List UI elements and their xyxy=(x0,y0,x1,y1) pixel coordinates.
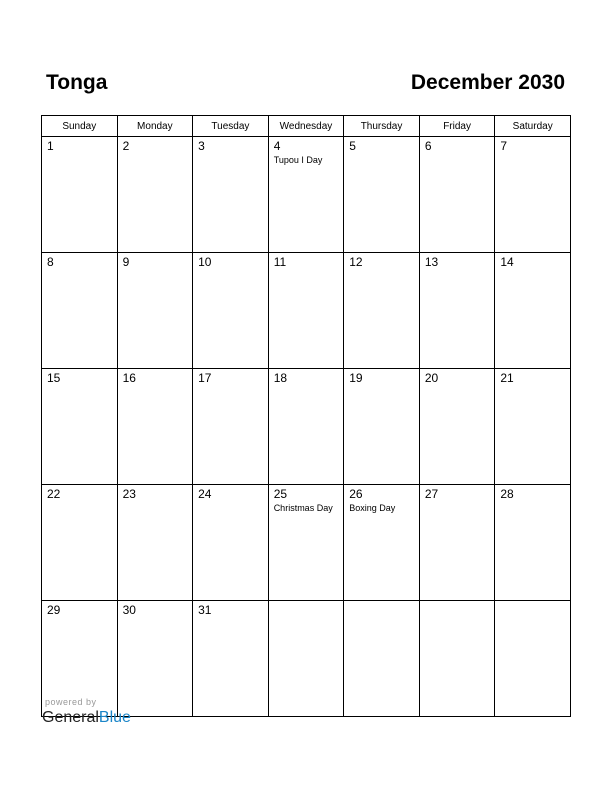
weekday-header-thursday: Thursday xyxy=(344,116,420,137)
day-cell xyxy=(42,253,118,369)
day-number: 3 xyxy=(198,139,205,153)
day-cell xyxy=(495,137,571,253)
week-row xyxy=(42,485,571,601)
day-cell xyxy=(495,253,571,369)
day-cell xyxy=(419,253,495,369)
generalblue-logo[interactable] xyxy=(42,709,131,727)
empty-day-cell xyxy=(419,601,495,717)
day-cell xyxy=(117,601,193,717)
day-number: 24 xyxy=(198,487,212,501)
weekday-header-wednesday: Wednesday xyxy=(268,116,344,137)
day-cell xyxy=(42,369,118,485)
day-cell xyxy=(495,485,571,601)
day-number: 13 xyxy=(424,255,439,269)
day-cell xyxy=(268,485,344,601)
day-number: 10 xyxy=(198,255,212,269)
day-cell xyxy=(193,137,269,253)
day-number: 30 xyxy=(122,603,136,617)
day-number: 20 xyxy=(424,371,439,385)
weekday-header-sunday: Sunday xyxy=(42,116,118,137)
week-row xyxy=(42,369,571,485)
weekday-header-monday: Monday xyxy=(117,116,193,137)
weekday-header-saturday: Saturday xyxy=(495,116,571,137)
month-year-title: December 2030 xyxy=(410,71,565,94)
day-cell xyxy=(268,369,344,485)
day-cell xyxy=(42,485,118,601)
week-row xyxy=(42,253,571,369)
day-number: 18 xyxy=(273,371,288,385)
weekday-header-row xyxy=(42,116,571,137)
logo-general-text: General xyxy=(42,709,99,726)
day-number: 28 xyxy=(500,487,514,501)
day-cell xyxy=(193,253,269,369)
holiday-label: Boxing Day xyxy=(349,503,396,513)
week-row xyxy=(42,137,571,253)
day-number: 16 xyxy=(122,371,136,385)
day-number: 8 xyxy=(47,255,54,269)
week-row xyxy=(42,601,571,717)
day-number: 7 xyxy=(500,139,508,153)
day-number: 31 xyxy=(198,603,212,617)
empty-day-cell xyxy=(268,601,344,717)
day-number: 5 xyxy=(349,139,356,153)
day-cell xyxy=(117,369,193,485)
day-cell xyxy=(495,369,571,485)
weekday-header-friday: Friday xyxy=(419,116,495,137)
day-cell xyxy=(117,137,193,253)
day-cell xyxy=(193,369,269,485)
day-cell xyxy=(419,485,495,601)
logo-blue-text: Blue xyxy=(98,709,131,726)
day-number: 4 xyxy=(273,139,281,153)
day-number: 29 xyxy=(47,603,61,617)
day-cell xyxy=(42,137,118,253)
day-number: 11 xyxy=(273,255,287,269)
day-cell xyxy=(344,485,420,601)
holiday-label: Christmas Day xyxy=(273,503,333,513)
day-cell xyxy=(193,485,269,601)
weekday-header-tuesday: Tuesday xyxy=(193,116,269,137)
day-cell xyxy=(419,137,495,253)
day-number: 2 xyxy=(122,139,130,153)
day-number: 26 xyxy=(349,487,363,501)
day-number: 19 xyxy=(349,371,363,385)
day-number: 23 xyxy=(122,487,136,501)
empty-day-cell xyxy=(495,601,571,717)
day-cell xyxy=(344,253,420,369)
empty-day-cell xyxy=(344,601,420,717)
powered-by-text: powered by xyxy=(45,697,97,707)
day-number: 27 xyxy=(424,487,439,501)
country-title: Tonga xyxy=(46,71,108,94)
day-number: 21 xyxy=(500,371,514,385)
day-cell xyxy=(117,485,193,601)
holiday-label: Tupou I Day xyxy=(273,155,323,165)
day-cell xyxy=(419,369,495,485)
day-cell xyxy=(344,369,420,485)
day-number: 6 xyxy=(424,139,432,153)
day-number: 25 xyxy=(273,487,288,501)
day-cell xyxy=(344,137,420,253)
day-number: 14 xyxy=(500,255,514,269)
day-number: 12 xyxy=(349,255,363,269)
day-number: 9 xyxy=(122,255,130,269)
day-number: 22 xyxy=(47,487,61,501)
day-number: 1 xyxy=(47,139,54,153)
day-cell xyxy=(117,253,193,369)
day-number: 17 xyxy=(198,371,212,385)
day-cell xyxy=(193,601,269,717)
day-cell xyxy=(268,253,344,369)
day-cell xyxy=(268,137,344,253)
calendar-grid xyxy=(41,115,571,717)
day-number: 15 xyxy=(47,371,61,385)
